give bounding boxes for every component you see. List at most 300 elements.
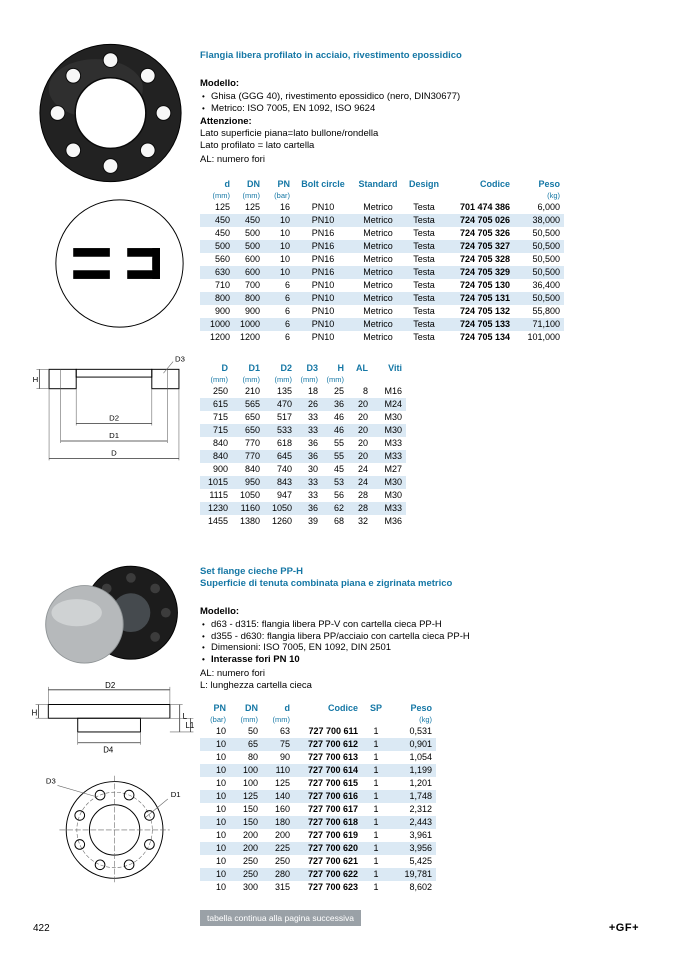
- table-cell: 110: [275, 765, 290, 775]
- table-cell: 68: [333, 516, 344, 526]
- table-cell: PN10: [311, 319, 335, 329]
- table-cell: Testa: [413, 319, 435, 329]
- table-cell: 724 705 132: [459, 306, 510, 316]
- column-header: d: [224, 179, 230, 189]
- table-cell: 8: [362, 386, 368, 396]
- table-cell: 24: [357, 477, 368, 487]
- table-cell: 1: [373, 843, 379, 853]
- column-header: Peso: [538, 179, 560, 189]
- table-row: [200, 777, 436, 790]
- dim-label-d1: D1: [170, 790, 181, 800]
- table-cell: 1380: [239, 516, 260, 526]
- table-row: [200, 476, 406, 489]
- table-cell: 180: [274, 817, 290, 827]
- table-cell: 150: [242, 817, 258, 827]
- table-cell: 1,201: [409, 778, 432, 788]
- table-cell: 45: [333, 464, 344, 474]
- table-cell: PN10: [311, 293, 335, 303]
- header-row: [200, 178, 564, 191]
- table-cell: 38,000: [532, 215, 560, 225]
- table-cell: 135: [276, 386, 292, 396]
- flange-dimension-table: [200, 362, 406, 528]
- table-cell: 727 700 618: [307, 817, 358, 827]
- bullet-item: • d63 - d315: flangia libera PP-V con cartella cieca PP-H: [200, 619, 650, 631]
- table-row: [200, 764, 436, 777]
- table-cell: 724 705 026: [459, 215, 510, 225]
- table-cell: 10: [215, 843, 226, 853]
- table-cell: Metrico: [363, 202, 393, 212]
- bullet-item: • d355 - d630: flangia libera PP/acciaio con cartella cieca PP-H: [200, 631, 650, 643]
- table-cell: 1: [373, 752, 379, 762]
- column-header: DN: [245, 703, 258, 713]
- table-row: [200, 829, 436, 842]
- table-cell: Testa: [413, 228, 435, 238]
- table-cell: 1: [373, 856, 379, 866]
- gf-logo: +GF+: [608, 922, 639, 934]
- table-cell: 770: [244, 451, 260, 461]
- table-cell: M36: [384, 516, 402, 526]
- table-cell: 100: [242, 778, 258, 788]
- table-cell: M33: [384, 451, 402, 461]
- table-cell: 727 700 619: [307, 830, 358, 840]
- table-cell: 2,443: [409, 817, 432, 827]
- table-cell: 1,748: [409, 791, 432, 801]
- table-cell: 1455: [207, 516, 228, 526]
- column-header: D1: [248, 363, 260, 373]
- table-cell: 1115: [209, 490, 228, 500]
- table-cell: 10: [215, 752, 226, 762]
- table-cell: 10: [215, 869, 226, 879]
- table-cell: 1: [373, 778, 379, 788]
- table-cell: 32: [357, 516, 368, 526]
- column-header: Codice: [479, 179, 510, 189]
- table-cell: 160: [274, 804, 290, 814]
- table-cell: Metrico: [363, 332, 393, 342]
- table-cell: PN10: [311, 306, 335, 316]
- table-cell: Metrico: [363, 306, 393, 316]
- table-cell: 65: [247, 739, 258, 749]
- table-cell: M30: [384, 490, 402, 500]
- table-cell: 20: [357, 438, 368, 448]
- attention-line: Lato profilato = lato cartella: [200, 140, 315, 151]
- column-unit: (mm): [242, 375, 260, 384]
- column-header: DN: [247, 179, 260, 189]
- table-cell: 715: [212, 412, 228, 422]
- table-cell: 650: [244, 412, 260, 422]
- table-cell: 6,000: [537, 202, 560, 212]
- table-cell: M33: [384, 438, 402, 448]
- table-cell: Testa: [413, 332, 435, 342]
- table-cell: 300: [242, 882, 258, 892]
- table-cell: 3,961: [409, 830, 432, 840]
- table-cell: 50,500: [532, 267, 560, 277]
- table-row: [200, 253, 564, 266]
- table-cell: 450: [214, 228, 230, 238]
- table-cell: 10: [215, 778, 226, 788]
- table-row: [200, 305, 564, 318]
- table-cell: 46: [333, 412, 344, 422]
- table-cell: PN10: [311, 280, 335, 290]
- table-cell: 533: [276, 425, 292, 435]
- section2-al-note: AL: numero fori: [200, 668, 265, 679]
- column-header: Viti: [388, 363, 402, 373]
- table-cell: 630: [214, 267, 230, 277]
- table-cell: PN16: [311, 241, 335, 251]
- table-cell: 36: [307, 503, 318, 513]
- column-header: D2: [280, 363, 292, 373]
- table-cell: 724 705 130: [459, 280, 510, 290]
- table-cell: Testa: [413, 280, 435, 290]
- bullet-item: • Dimensioni: ISO 7005, EN 1092, DIN 2501: [200, 642, 650, 654]
- table-cell: 10: [215, 882, 226, 892]
- column-header: Bolt circle: [301, 179, 345, 189]
- units-row: [200, 191, 564, 201]
- table-cell: 840: [212, 438, 228, 448]
- table-cell: 565: [244, 399, 260, 409]
- table-cell: 724 705 326: [459, 228, 510, 238]
- table-cell: PN16: [311, 254, 335, 264]
- table-cell: 140: [274, 791, 290, 801]
- table-cell: 724 705 329: [459, 267, 510, 277]
- dim-label-l: L: [182, 712, 187, 722]
- table-cell: 36: [333, 399, 344, 409]
- bolt-circle-drawing: [42, 768, 192, 888]
- attention-line: Lato superficie piana=lato bullone/rondella: [200, 128, 379, 139]
- table-cell: 600: [244, 254, 260, 264]
- table-cell: 843: [276, 477, 292, 487]
- table-cell: 1: [373, 791, 379, 801]
- table-cell: 10: [279, 228, 290, 238]
- table-cell: 2,312: [409, 804, 432, 814]
- section2-bullet-list: [200, 619, 650, 665]
- table-cell: 10: [215, 804, 226, 814]
- table-cell: 1000: [209, 319, 230, 329]
- table-cell: M24: [384, 399, 402, 409]
- table-cell: 470: [276, 399, 292, 409]
- table-row: [200, 331, 564, 344]
- table-cell: 125: [274, 778, 290, 788]
- table-cell: 53: [333, 477, 344, 487]
- table-cell: 315: [274, 882, 290, 892]
- column-header: PN: [277, 179, 290, 189]
- table-cell: 10: [215, 726, 226, 736]
- table-cell: 1: [373, 765, 379, 775]
- table-cell: 101,000: [527, 332, 560, 342]
- table-row: [200, 489, 406, 502]
- table-cell: 900: [212, 464, 228, 474]
- table-cell: 63: [279, 726, 290, 736]
- table-cell: Testa: [413, 267, 435, 277]
- table-cell: 1: [373, 739, 379, 749]
- page-number: 422: [33, 923, 50, 934]
- table-cell: Testa: [413, 241, 435, 251]
- table-cell: 10: [279, 241, 290, 251]
- table-row: [200, 803, 436, 816]
- table-cell: PN10: [311, 202, 335, 212]
- column-header: H: [337, 363, 344, 373]
- table-row: [200, 385, 406, 398]
- table-cell: 280: [274, 869, 290, 879]
- column-header: PN: [213, 703, 226, 713]
- header-row: [200, 702, 436, 715]
- column-unit: (bar): [274, 191, 290, 200]
- table-cell: 450: [214, 215, 230, 225]
- table-cell: 71,100: [532, 319, 560, 329]
- dim-label-d2: D2: [105, 680, 116, 690]
- table-cell: 710: [214, 280, 230, 290]
- column-header: AL: [356, 363, 368, 373]
- section1-bullet-list: [200, 91, 650, 114]
- table-cell: 650: [244, 425, 260, 435]
- table-cell: 50,500: [532, 254, 560, 264]
- table-cell: 25: [333, 386, 344, 396]
- table-cell: Metrico: [363, 254, 393, 264]
- table-cell: 6: [284, 306, 290, 316]
- table-cell: 724 705 328: [459, 254, 510, 264]
- table-cell: 840: [212, 451, 228, 461]
- table-cell: 20: [357, 425, 368, 435]
- table-row: [200, 214, 564, 227]
- table-cell: 1200: [239, 332, 260, 342]
- column-unit: [362, 715, 390, 725]
- table-row: [200, 411, 406, 424]
- table-cell: 16: [279, 202, 290, 212]
- table-cell: PN16: [311, 267, 335, 277]
- table-cell: 125: [214, 202, 230, 212]
- table-cell: 1,054: [409, 752, 432, 762]
- table-cell: 10: [215, 765, 226, 775]
- column-unit: [294, 191, 352, 201]
- dim-label-d3: D3: [45, 776, 56, 786]
- flange-orientation-symbol-drawing: [52, 196, 187, 331]
- dim-label-d: D: [111, 448, 117, 458]
- table-row: [200, 292, 564, 305]
- table-cell: 50: [247, 726, 258, 736]
- section2-l-note: L: lunghezza cartella cieca: [200, 680, 312, 691]
- table-cell: 6: [284, 293, 290, 303]
- table-cell: 727 700 612: [307, 739, 358, 749]
- section1-al-note: AL: numero fori: [200, 154, 265, 165]
- table-cell: 724 705 134: [459, 332, 510, 342]
- table-cell: 1015: [207, 477, 228, 487]
- table-cell: 50,500: [532, 293, 560, 303]
- table-cell: 500: [244, 241, 260, 251]
- table-cell: Metrico: [363, 228, 393, 238]
- table-cell: 33: [307, 425, 318, 435]
- table-row: [200, 790, 436, 803]
- table-row: [200, 751, 436, 764]
- table-cell: 20: [357, 412, 368, 422]
- bullet-item: • Ghisa (GGG 40), rivestimento epossidico (nero, DIN30677): [200, 91, 650, 103]
- table-cell: 615: [212, 399, 228, 409]
- table-cell: 6: [284, 280, 290, 290]
- table-cell: 36: [307, 438, 318, 448]
- table-cell: 10: [215, 856, 226, 866]
- table-cell: 30: [307, 464, 318, 474]
- table-cell: 6: [284, 319, 290, 329]
- units-row: [200, 375, 406, 385]
- table-row: [200, 502, 406, 515]
- column-header: Codice: [327, 703, 358, 713]
- column-unit: (mm): [242, 191, 260, 200]
- dim-label-d1: D1: [109, 431, 120, 441]
- table-cell: 645: [276, 451, 292, 461]
- table-cell: M16: [384, 386, 402, 396]
- table-cell: 740: [276, 464, 292, 474]
- table-cell: 62: [333, 503, 344, 513]
- table-row: [200, 842, 436, 855]
- table-cell: 10: [215, 830, 226, 840]
- bullet-item: • Interasse fori PN 10: [200, 654, 650, 666]
- table-cell: 1: [373, 869, 379, 879]
- table-cell: 600: [244, 267, 260, 277]
- table-cell: 800: [214, 293, 230, 303]
- table-cell: 950: [244, 477, 260, 487]
- table-cell: 50,500: [532, 228, 560, 238]
- column-unit: [352, 191, 404, 201]
- table-cell: 75: [279, 739, 290, 749]
- table-cell: Metrico: [363, 241, 393, 251]
- table-row: [200, 738, 436, 751]
- table-cell: 28: [357, 490, 368, 500]
- table-cell: 727 700 616: [307, 791, 358, 801]
- table-cell: 33: [307, 490, 318, 500]
- blind-flange-product-table: [200, 702, 436, 894]
- table-row: [200, 201, 564, 214]
- table-cell: M30: [384, 477, 402, 487]
- bullet-item: • Metrico: ISO 7005, EN 1092, ISO 9624: [200, 103, 650, 115]
- table-cell: 1: [373, 804, 379, 814]
- table-cell: 80: [247, 752, 258, 762]
- table-cell: M30: [384, 412, 402, 422]
- table-cell: 10: [215, 817, 226, 827]
- column-unit: (mm): [212, 191, 230, 200]
- table-cell: 724 705 133: [459, 319, 510, 329]
- column-unit: (mm): [210, 375, 228, 384]
- table-cell: M30: [384, 425, 402, 435]
- column-unit: [404, 191, 444, 201]
- table-cell: 1050: [239, 490, 260, 500]
- table-cell: 727 700 622: [307, 869, 358, 879]
- column-unit: [444, 191, 514, 201]
- table-cell: 250: [242, 856, 258, 866]
- table-cell: 700: [244, 280, 260, 290]
- column-unit: (mm): [272, 715, 290, 724]
- table-cell: 55,800: [532, 306, 560, 316]
- section2-title-line1: Set flange cieche PP-H: [200, 566, 303, 577]
- dim-label-d2: D2: [109, 413, 120, 423]
- blind-flange-section-drawing: [30, 680, 198, 780]
- column-header: D: [221, 363, 228, 373]
- table-cell: 701 474 386: [459, 202, 510, 212]
- table-row: [200, 437, 406, 450]
- dim-label-h: H: [31, 708, 38, 718]
- dim-label-d3: D3: [175, 354, 185, 364]
- column-unit: [348, 375, 372, 385]
- table-cell: 1000: [239, 319, 260, 329]
- section1-title: Flangia libera profilato in acciaio, rivestimento epossidico: [200, 50, 462, 61]
- units-row: [200, 715, 436, 725]
- table-cell: Metrico: [363, 293, 393, 303]
- column-unit: (kg): [419, 715, 432, 724]
- table-cell: 8,602: [409, 882, 432, 892]
- table-cell: 1: [373, 817, 379, 827]
- table-cell: 100: [242, 765, 258, 775]
- column-header: D3: [306, 363, 318, 373]
- table-cell: 727 700 617: [307, 804, 358, 814]
- blind-flange-set-photo: [36, 562, 191, 674]
- table-row: [200, 450, 406, 463]
- dim-label-h: H: [32, 374, 39, 384]
- table-cell: 3,956: [409, 843, 432, 853]
- table-cell: 1: [373, 830, 379, 840]
- table-cell: 727 700 614: [307, 765, 358, 775]
- table-row: [200, 279, 564, 292]
- table-cell: 947: [276, 490, 292, 500]
- table-cell: 1160: [240, 503, 260, 513]
- table-row: [200, 515, 406, 528]
- table-row: [200, 725, 436, 738]
- table-cell: 18: [307, 386, 318, 396]
- column-header: Peso: [410, 703, 432, 713]
- table-row: [200, 318, 564, 331]
- table-row: [200, 424, 406, 437]
- table-cell: 10: [279, 215, 290, 225]
- table-cell: 39: [307, 516, 318, 526]
- table-cell: PN16: [311, 228, 335, 238]
- table-cell: 1: [373, 882, 379, 892]
- table-cell: 200: [242, 843, 258, 853]
- column-unit: (kg): [547, 191, 560, 200]
- table-cell: 250: [242, 869, 258, 879]
- table-cell: 500: [244, 228, 260, 238]
- table-cell: 800: [244, 293, 260, 303]
- column-unit: (mm): [326, 375, 344, 384]
- table-cell: 50,500: [532, 241, 560, 251]
- table-cell: 55: [333, 438, 344, 448]
- section1-attention-label: Attenzione:: [200, 116, 252, 127]
- table-row: [200, 881, 436, 894]
- table-cell: 24: [357, 464, 368, 474]
- table-cell: PN10: [311, 332, 335, 342]
- table-cell: 55: [333, 451, 344, 461]
- table-cell: Metrico: [363, 215, 393, 225]
- table-cell: 770: [244, 438, 260, 448]
- section2-model-label: Modello:: [200, 606, 240, 617]
- table-cell: 900: [244, 306, 260, 316]
- column-header: SP: [369, 703, 382, 713]
- table-cell: 1050: [271, 503, 292, 513]
- table-cell: 250: [274, 856, 290, 866]
- table-cell: 225: [274, 843, 290, 853]
- table-cell: 10: [279, 254, 290, 264]
- table-cell: 26: [307, 399, 318, 409]
- header-row: [200, 362, 406, 375]
- table-row: [200, 868, 436, 881]
- section1-model-label: Modello:: [200, 78, 240, 89]
- table-cell: Testa: [413, 202, 435, 212]
- table-cell: 724 705 327: [459, 241, 510, 251]
- table-cell: 1230: [207, 503, 228, 513]
- column-unit: (mm): [240, 715, 258, 724]
- column-header: Design: [408, 179, 439, 189]
- table-cell: 20: [357, 399, 368, 409]
- table-cell: 727 700 623: [307, 882, 358, 892]
- table-cell: 10: [215, 791, 226, 801]
- table-cell: 840: [244, 464, 260, 474]
- table-cell: 125: [244, 202, 260, 212]
- table-cell: 56: [333, 490, 344, 500]
